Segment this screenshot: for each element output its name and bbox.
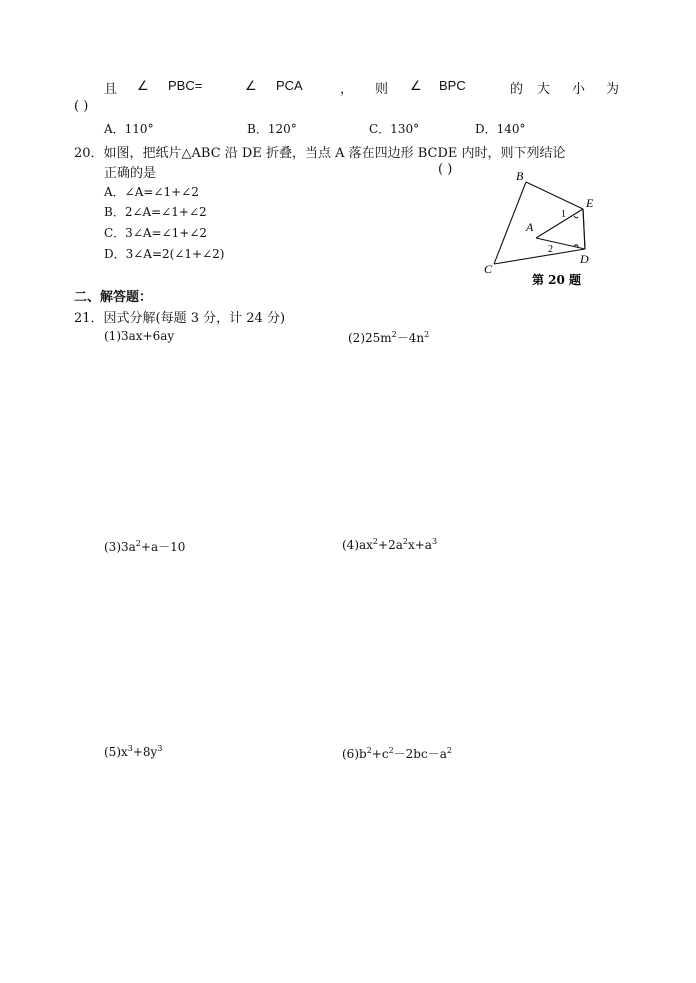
fig-edge-cd <box>494 249 585 264</box>
q20-stem-line2: 正确的是 <box>104 166 157 181</box>
q20-figure <box>478 165 608 290</box>
fig-label-d: D <box>580 252 589 266</box>
q19-option-b: B．120° <box>247 122 297 136</box>
q21-part-6-e: －2bc－a <box>393 747 447 761</box>
q20-option-c: C．3∠A=∠1+∠2 <box>104 226 208 240</box>
q21-part-2-a: (2)25m <box>348 331 392 345</box>
q20-answer-paren: ( ) <box>438 162 453 177</box>
fig-caption: 第 20 题 <box>532 273 582 287</box>
q21-part-6-exp-3: 2 <box>446 746 452 755</box>
q19-angle-1: ∠ <box>137 78 149 93</box>
q21-part-2-exp-1: 2 <box>391 330 397 339</box>
q21-part-6-exp-1: 2 <box>366 746 372 755</box>
q21-part-5 <box>104 745 162 759</box>
q21-part-4-exp-3: 3 <box>431 537 438 546</box>
fig-edge-ea <box>536 209 583 238</box>
q21-part-2-exp-2: 2 <box>424 330 430 339</box>
fig-edge-ed-inner <box>583 209 585 249</box>
q21-part-1-expr: (1)3ax+6ay <box>104 329 175 343</box>
q21-part-5-c: +8y <box>132 745 158 759</box>
q21-part-4-exp-2: 2 <box>402 537 408 546</box>
q21-part-6-exp-2: 2 <box>388 746 394 755</box>
section-title: 二、解答题： <box>74 290 153 305</box>
fig-edge-be <box>526 182 583 209</box>
q19-bpc: BPC <box>439 78 466 93</box>
q21-part-1 <box>104 329 174 343</box>
q19-da: 大 <box>537 82 551 97</box>
q21-part-5-exp-1: 3 <box>127 744 133 753</box>
q19-angle-3: ∠ <box>410 78 422 93</box>
fig-label-c: C <box>484 262 493 276</box>
fig-label-1: 1 <box>561 209 566 220</box>
q21-part-4 <box>342 538 437 552</box>
q21-part-6-a: (6)b <box>342 747 367 761</box>
q19-wei: 为 <box>606 82 620 97</box>
q19-pbc: PBC= <box>168 78 203 93</box>
q20-option-b: B．2∠A=∠1+∠2 <box>104 205 207 219</box>
q21-part-3 <box>104 538 185 555</box>
q19-line <box>0 78 696 96</box>
q19-answer-paren: ( ) <box>74 99 89 114</box>
q19-xiao: 小 <box>572 82 586 97</box>
fig-label-e: E <box>586 196 594 210</box>
fig-edge-ad <box>536 238 585 249</box>
q19-angle-2: ∠ <box>245 78 257 93</box>
fig-label-2: 2 <box>548 244 553 255</box>
q19-ze: 则 <box>375 82 389 97</box>
q20-option-d: D．3∠A=2(∠1+∠2) <box>104 247 225 261</box>
q20-stem-line1: 20．如图，把纸片△ABC 沿 DE 折叠，当点 A 落在四边形 BCDE 内时，则下列结论 <box>74 146 566 161</box>
q21-part-5-a: (5)x <box>104 745 128 759</box>
q19-pca: PCA <box>276 78 303 93</box>
q21-part-4-c: +2a <box>378 538 403 552</box>
q21-part-3-a: (3)3a <box>104 540 136 554</box>
q21-part-6-c: +c <box>371 747 389 761</box>
q21-part-3-c: +a－10 <box>140 540 186 554</box>
q19-comma: ， <box>340 82 354 97</box>
q20-option-a: A．∠A=∠1+∠2 <box>104 185 199 199</box>
q19-de: 的 <box>510 82 524 97</box>
q21-part-5-exp-2: 3 <box>157 744 163 753</box>
q19-qie: 且 <box>104 82 118 97</box>
q21-part-4-e: x+a <box>407 538 432 552</box>
q21-part-4-a: (4)ax <box>342 538 373 552</box>
q21-part-2-c: －4n <box>396 331 425 345</box>
fig-edge-bc <box>494 182 526 264</box>
fig-label-b: B <box>516 169 524 183</box>
q19-option-d: D．140° <box>475 122 526 136</box>
q21-part-4-exp-1: 2 <box>372 537 379 546</box>
fig-label-a: A <box>526 220 534 234</box>
q21-part-2 <box>348 329 429 346</box>
q19-option-c: C．130° <box>369 122 420 136</box>
fig-angle-arc-1 <box>574 216 578 218</box>
q19-option-a: A．110° <box>104 122 154 136</box>
q21-title: 21．因式分解(每题 3 分，计 24 分) <box>74 311 286 326</box>
q21-part-6 <box>342 745 452 762</box>
q21-part-3-exp: 2 <box>135 539 141 548</box>
